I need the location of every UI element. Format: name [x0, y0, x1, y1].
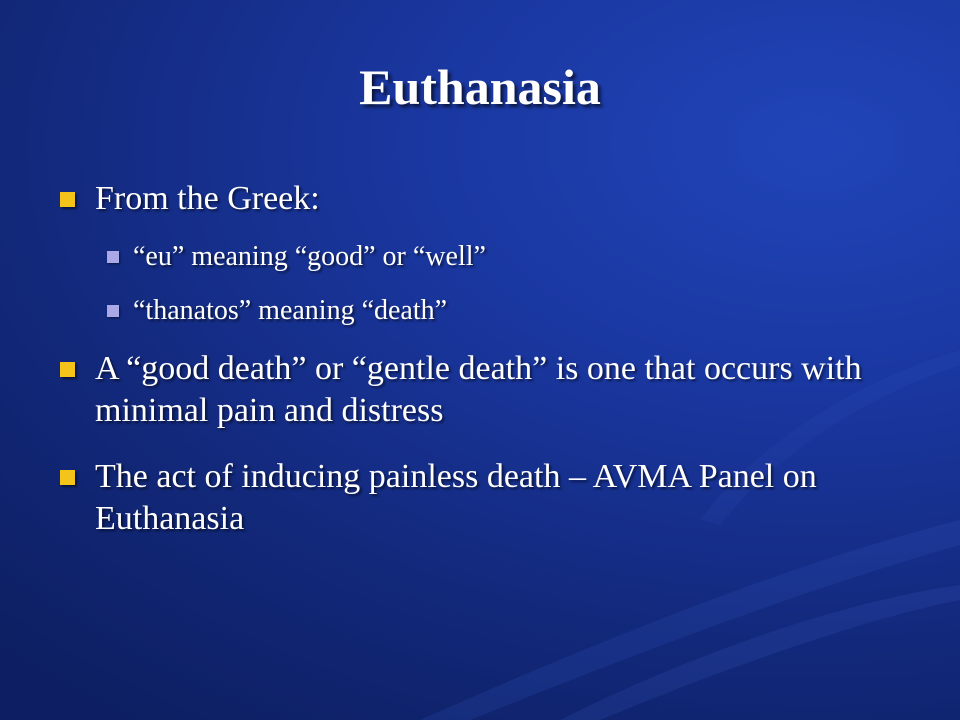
sub-bullet-text: “eu” meaning “good” or “well”	[133, 241, 486, 272]
square-bullet-icon	[60, 192, 75, 207]
sub-bullet-item	[105, 240, 885, 274]
square-bullet-icon	[107, 251, 119, 263]
bullet-item	[58, 178, 898, 220]
bullet-item	[58, 456, 898, 540]
sub-bullet-item	[105, 294, 885, 328]
bullet-text: A “good death” or “gentle death” is one that occurs with minimal pain and distress	[95, 350, 862, 429]
bullet-item	[58, 348, 898, 432]
slide-title: Euthanasia	[359, 59, 601, 115]
square-bullet-icon	[107, 305, 119, 317]
square-bullet-icon	[60, 470, 75, 485]
square-bullet-icon	[60, 362, 75, 377]
sub-bullet-text: “thanatos” meaning “death”	[133, 295, 448, 326]
bullet-text: From the Greek:	[95, 180, 320, 217]
bullet-text: The act of inducing painless death – AVMA Panel on Euthanasia	[95, 458, 817, 537]
